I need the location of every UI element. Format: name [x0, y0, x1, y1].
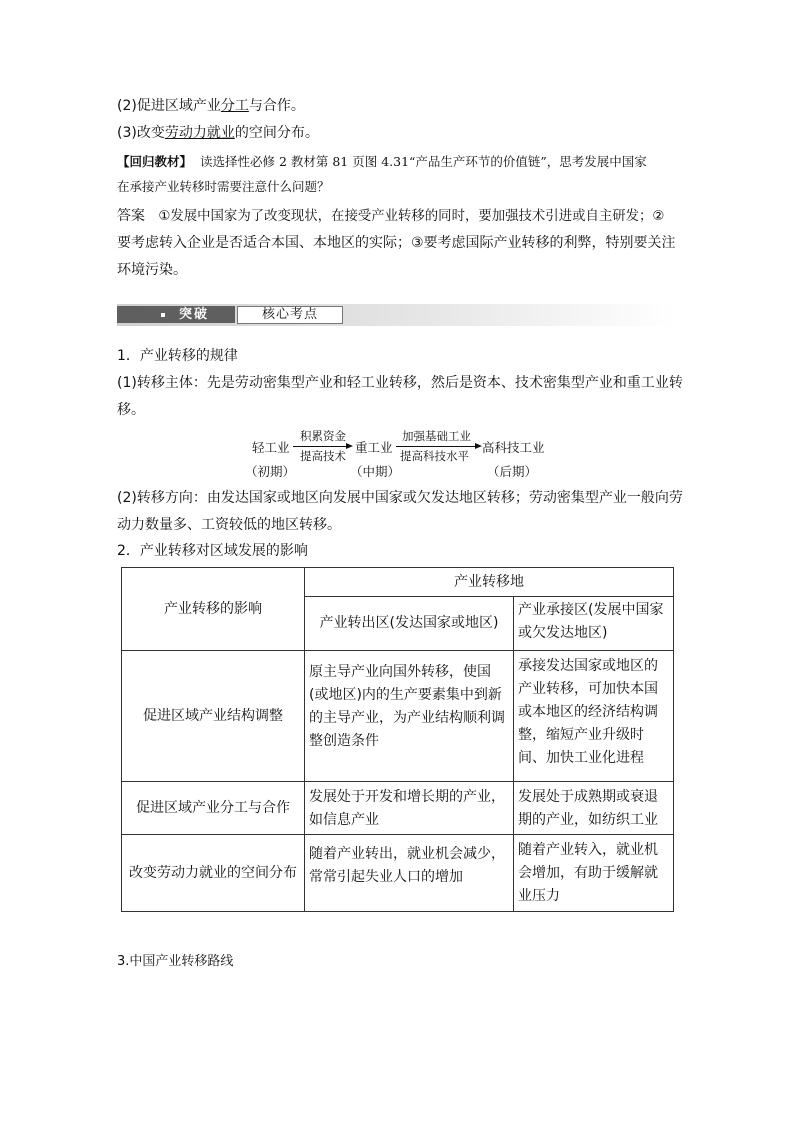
- item-2-prefix: (2)促进区域产业: [117, 98, 221, 114]
- table-row-label: 改变劳动力就业的空间分布: [122, 835, 305, 912]
- flow-arrow1-bottom: 提高技术: [300, 449, 346, 463]
- flow-stage-late: （后期）: [487, 464, 538, 479]
- table-row: [122, 835, 674, 912]
- flow-stage-middle: （中期）: [350, 464, 401, 479]
- answer: [117, 206, 664, 227]
- textbook-review-line1: 读选择性必修 2 教材第 81 页图 4.31“产品生产环节的价值链”，思考发展中国家: [199, 154, 647, 169]
- arrow-right-icon: [475, 443, 482, 449]
- table-cell-out: 发展处于开发和增长期的产业，如信息产业: [305, 782, 514, 835]
- textbook-review: [117, 152, 647, 172]
- table-cell-out: 随着产业转出，就业机会减少，常常引起失业人口的增加: [305, 835, 514, 912]
- flow-arrow2-bottom: 提高科技水平: [400, 449, 469, 463]
- section-1-heading: 1．产业转移的规律: [117, 348, 238, 364]
- table-header-transfer-area: 产业转移地: [305, 568, 674, 597]
- item-3-suffix: 的空间分布。: [234, 125, 319, 141]
- answer-line1: ①发展中国家为了改变现状，在接受产业转移的同时，要加强技术引进或自主研发；②: [158, 209, 665, 224]
- item-3: [117, 123, 319, 143]
- item-2-suffix: 与合作。: [248, 98, 305, 114]
- section-3-heading: 3.中国产业转移路线: [117, 954, 234, 969]
- item-2-underlined: 分工: [220, 98, 249, 114]
- textbook-review-tag: 【回归教材】: [117, 154, 193, 169]
- table-row-label: 促进区域产业分工与合作: [122, 782, 305, 835]
- table-header-row-1: [122, 568, 674, 597]
- flow-stage-early: （初期）: [245, 464, 296, 479]
- banner-label-dark: [117, 306, 235, 323]
- table-header-in-region: 产业承接区(发展中国家或欠发达地区): [514, 597, 674, 651]
- flow-node-high-tech: 高科技工业: [482, 440, 545, 455]
- flow-arrow1-top: 积累资金: [300, 429, 346, 443]
- item-3-underlined: 劳动力就业: [164, 125, 235, 141]
- answer-label: 答案: [117, 208, 145, 224]
- answer-line2: 要考虑转入企业是否适合本国、本地区的实际；③要考虑国际产业转移的利弊，特别要关注: [117, 235, 676, 251]
- section-1-p2-line2: 动力数量多、工资较低的地区转移。: [117, 517, 341, 533]
- table-cell-in: 发展处于成熟期或衰退期的产业，如纺织工业: [514, 782, 674, 835]
- table-cell-in: 随着产业转入，就业机会增加，有助于缓解就业压力: [514, 835, 674, 912]
- textbook-review-line2: 在承接产业转移时需要注意什么问题？: [117, 179, 330, 194]
- flow-arrow-2: [396, 446, 476, 447]
- table-row: [122, 651, 674, 782]
- table-row-label: 促进区域产业结构调整: [122, 651, 305, 782]
- table-header-impact: 产业转移的影响: [122, 568, 305, 651]
- item-2: [117, 96, 305, 116]
- flow-arrow-1: [293, 446, 347, 447]
- impact-table: [121, 567, 674, 912]
- table-header-out-region: 产业转出区(发达国家或地区): [305, 597, 514, 651]
- flow-node-heavy-industry: 重工业: [355, 440, 393, 455]
- table-cell-in: 承接发达国家或地区的产业转移，可加快本国或本地区的经济结构调整，缩短产业升级时间、加快工业化进程: [514, 651, 674, 782]
- arrow-right-icon: [346, 443, 353, 449]
- flow-node-light-industry: 轻工业: [252, 440, 290, 455]
- item-3-prefix: (3)改变: [117, 125, 165, 141]
- table-row: [122, 782, 674, 835]
- banner-dark-text: 突破: [179, 307, 210, 322]
- square-bullet-icon: [161, 313, 165, 317]
- table-cell-out: 原主导产业向国外转移，使国(或地区)内的生产要素集中到新的主导产业，为产业结构顺利调整创造条件: [305, 651, 514, 782]
- section-1-p1-line1: (1)转移主体：先是劳动密集型产业和轻工业转移，然后是资本、技术密集型产业和重工业转: [117, 375, 683, 391]
- section-1-p1-line2: 移。: [117, 402, 145, 418]
- banner-label-box: 核心考点: [237, 306, 343, 324]
- section-2-heading: 2．产业转移对区域发展的影响: [117, 543, 308, 559]
- flow-arrow2-top: 加强基础工业: [402, 429, 471, 443]
- section-1-p2-line1: (2)转移方向：由发达国家或地区向发展中国家或欠发达地区转移；劳动密集型产业一般向劳: [117, 490, 683, 506]
- answer-line3: 环境污染。: [117, 262, 187, 278]
